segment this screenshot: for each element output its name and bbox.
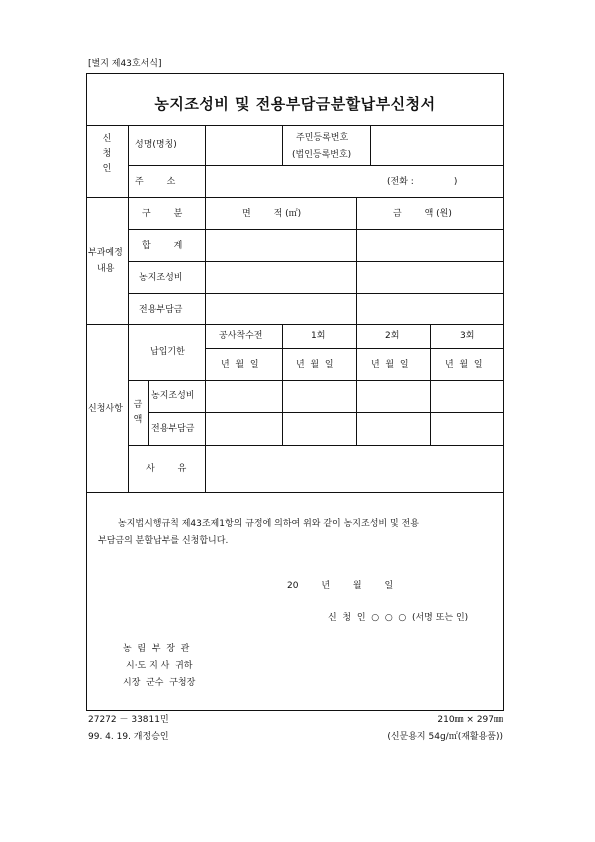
phone-label: (전화 : ) (387, 177, 458, 187)
approval-date: 99. 4. 19. 개정승인 (88, 732, 169, 742)
label-char: 신 (102, 134, 112, 144)
installment-1-header: 1회 (311, 331, 326, 341)
declaration-text-line-2: 부담금의 분할납부를 신청합니다. (98, 536, 229, 546)
address-label: 주 소 (135, 177, 176, 187)
request-farm-fee-label: 농지조성비 (151, 391, 195, 401)
request-section-label: 신청사항 (88, 404, 123, 414)
recipient-governor: 시·도 지 사 귀하 (126, 661, 193, 671)
conversion-amount-field[interactable] (357, 294, 503, 323)
label-char: 금 (133, 400, 143, 410)
divider (148, 380, 149, 445)
conversion-area-field[interactable] (206, 294, 355, 323)
label-char: 액 (133, 415, 143, 425)
total-row-label: 합 계 (142, 241, 183, 251)
date-installment-2: 년 월 일 (371, 360, 409, 370)
label-char: 인 (102, 164, 112, 174)
application-date: 20 년 월 일 (287, 581, 394, 591)
recipient-mayor: 시장 군수 구청장 (123, 678, 196, 688)
conversion-installment-3-field[interactable] (431, 413, 503, 444)
farm-amount-field[interactable] (357, 262, 503, 292)
label-char: 청 (102, 149, 112, 159)
total-amount-field[interactable] (357, 230, 503, 260)
request-conversion-fee-label: 전용부담금 (151, 424, 195, 434)
resident-number-label: 주민등록번호 (296, 133, 349, 143)
applicant-section-label (101, 132, 113, 177)
paper-type: (신문용지 54g/㎡(재활용품)) (387, 732, 503, 742)
name-label: 성명(명칭) (135, 140, 177, 150)
farm-before-construction-field[interactable] (206, 381, 281, 411)
farm-installment-1-field[interactable] (283, 381, 355, 411)
divider (86, 324, 504, 325)
registration-number-field[interactable] (371, 126, 503, 164)
installment-3-header: 3회 (460, 331, 475, 341)
farm-area-field[interactable] (206, 262, 355, 292)
levy-section-label: 부과예정 (88, 248, 123, 258)
form-number-tag: [별지 제43호서식] (88, 59, 162, 69)
amount-label (132, 398, 144, 428)
before-construction-header: 공사착수전 (219, 331, 263, 341)
paper-size: 210㎜ × 297㎜ (437, 715, 503, 725)
area-header: 면 적 (㎡) (242, 209, 302, 219)
type-header: 구 분 (142, 209, 183, 219)
address-field[interactable] (206, 166, 376, 196)
name-field[interactable] (206, 126, 281, 164)
divider (86, 492, 504, 493)
divider (86, 197, 504, 198)
form-title: 농지조성비 및 전용부담금분할납부신청서 (154, 95, 436, 113)
divider (128, 125, 129, 492)
form-code: 27272 － 33811민 (88, 715, 169, 725)
conversion-before-construction-field[interactable] (206, 413, 281, 444)
date-installment-3: 년 월 일 (445, 360, 483, 370)
date-installment-1: 년 월 일 (296, 360, 334, 370)
corporate-number-label: (법인등록번호) (292, 150, 352, 160)
total-area-field[interactable] (206, 230, 355, 260)
conversion-fee-row-label: 전용부담금 (139, 305, 183, 315)
divider (205, 348, 504, 349)
levy-section-label-2: 내용 (97, 264, 115, 274)
recipient-minister: 농 림 부 장 관 (123, 644, 190, 654)
amount-header: 금 액 (원) (393, 209, 452, 219)
conversion-installment-1-field[interactable] (283, 413, 355, 444)
farm-installment-3-field[interactable] (431, 381, 503, 411)
reason-field[interactable] (206, 446, 503, 491)
date-before-construction: 년 월 일 (221, 360, 259, 370)
applicant-signature-line: 신 청 인 ○ ○ ○ (서명 또는 인) (328, 613, 469, 623)
farm-installment-2-field[interactable] (357, 381, 429, 411)
declaration-text-line-1: 농지법시행규칙 제43조제1항의 규정에 의하여 위와 같이 농지조성비 및 전용 (118, 519, 419, 529)
installment-2-header: 2회 (385, 331, 400, 341)
divider (282, 125, 283, 165)
due-date-label: 납입기한 (150, 347, 185, 357)
reason-label: 사 유 (146, 464, 187, 474)
farm-fee-row-label: 농지조성비 (139, 273, 183, 283)
conversion-installment-2-field[interactable] (357, 413, 429, 444)
